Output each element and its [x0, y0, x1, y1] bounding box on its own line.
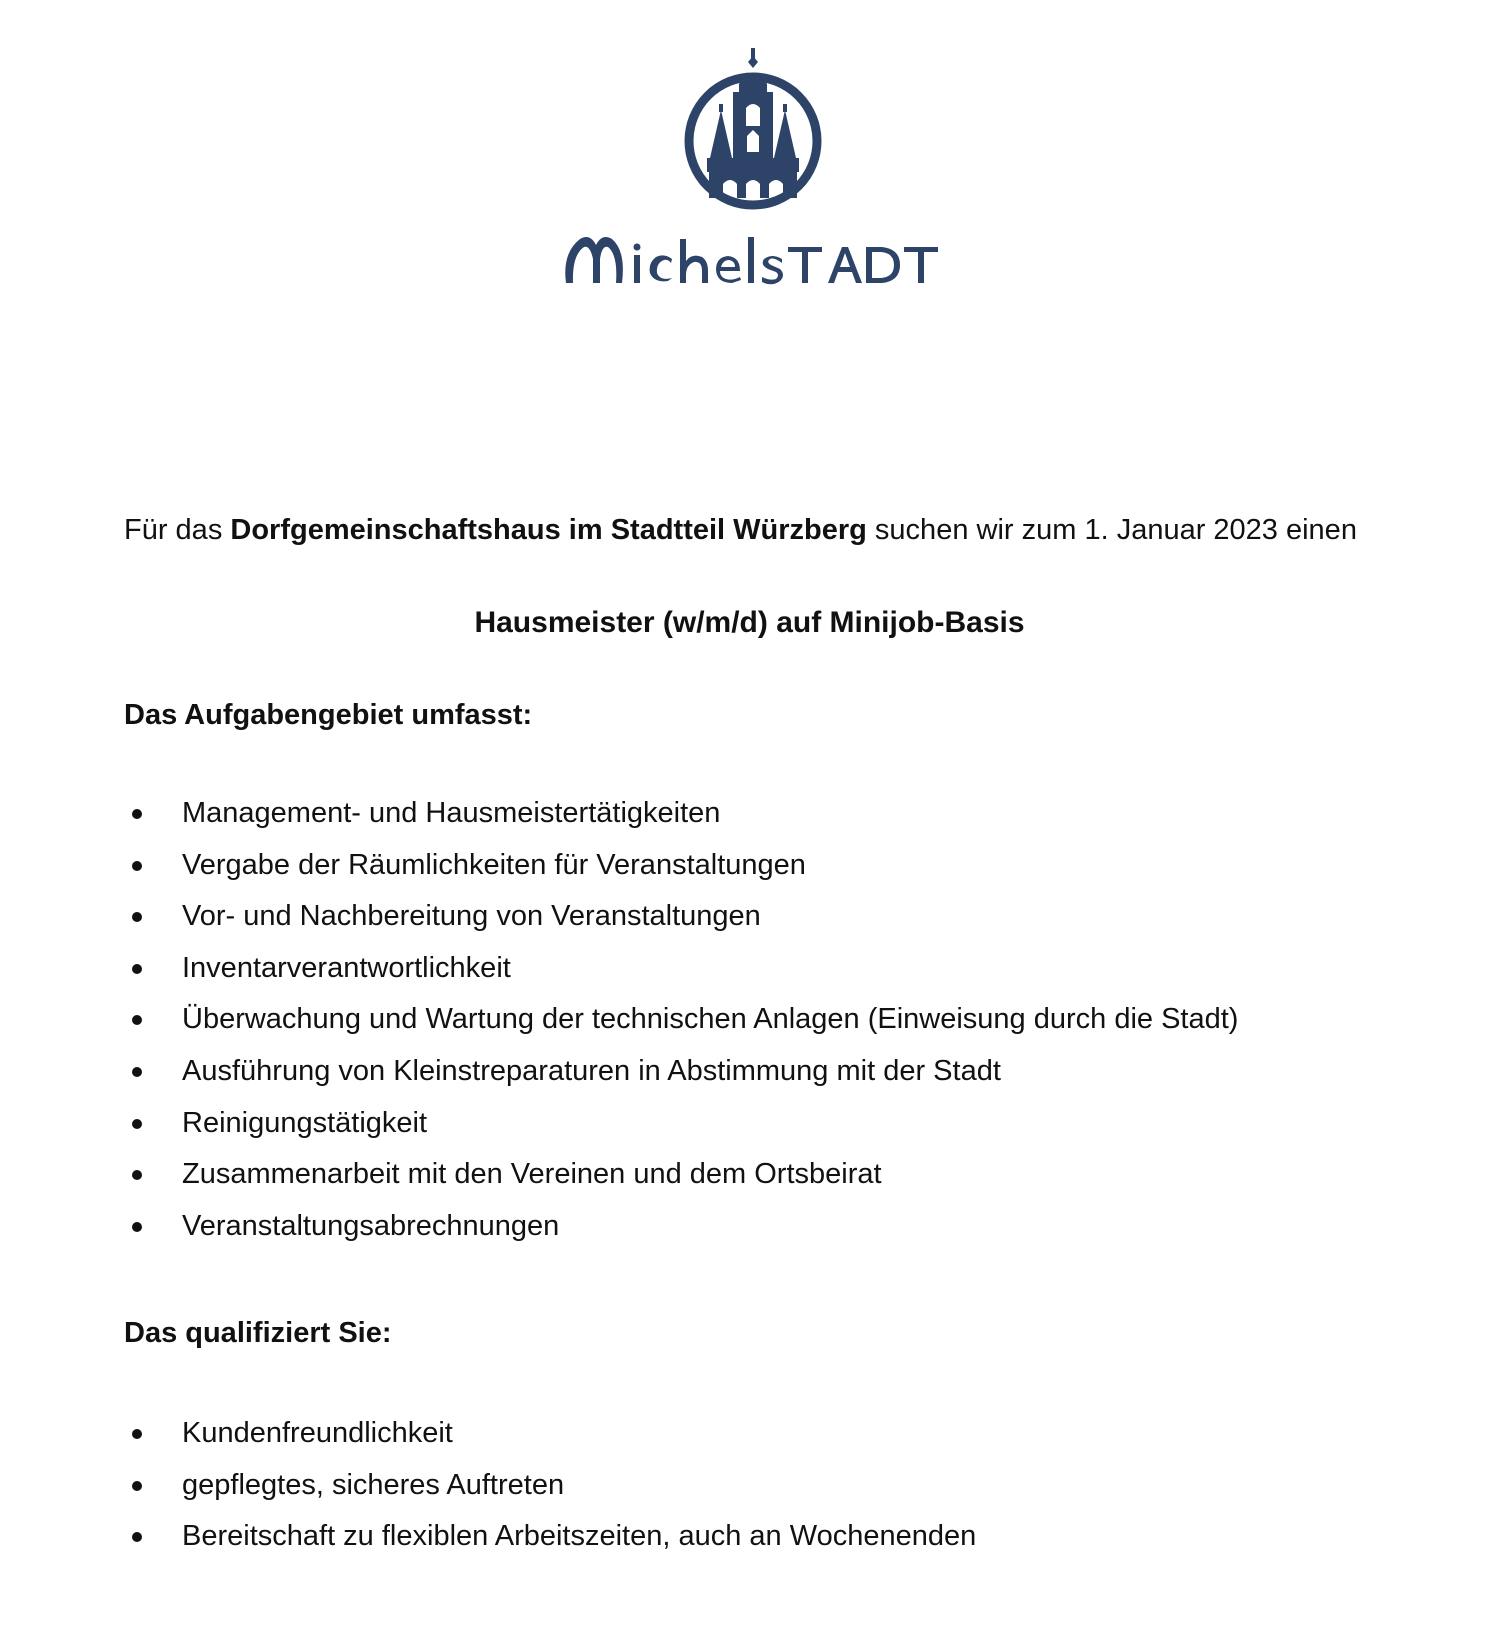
list-item-text: Ausführung von Kleinstreparaturen in Abstimmung mit der Stadt	[182, 1054, 1001, 1087]
job-title: Hausmeister (w/m/d) auf Minijob-Basis	[474, 606, 1025, 639]
qualifications-heading: Das qualifiziert Sie:	[124, 1317, 392, 1349]
list-item-text: Kundenfreundlichkeit	[182, 1417, 453, 1449]
list-item-text: Vor- und Nachbereitung von Veranstaltungen	[182, 900, 761, 933]
bullet-icon	[132, 1481, 142, 1491]
list-item-text: Bereitschaft zu flexiblen Arbeitszeiten, auch an Wochenenden	[182, 1520, 977, 1553]
tasks-heading: Das Aufgabengebiet umfasst:	[124, 699, 533, 731]
bullet-icon	[132, 1015, 142, 1025]
intro-location: Dorfgemeinschaftshaus im Stadtteil Würzberg	[230, 514, 867, 546]
bullet-icon	[132, 1532, 142, 1542]
church-tower-icon	[683, 48, 823, 213]
list-item-text: Reinigungstätigkeit	[182, 1106, 428, 1139]
intro-prefix: Für das	[124, 514, 231, 546]
intro-suffix: suchen wir zum 1. Januar 2023 einen	[866, 514, 1357, 546]
list-item-text: Vergabe der Räumlichkeiten für Veranstaltungen	[182, 848, 806, 881]
list-item-text: Inventarverantwortlichkeit	[182, 951, 511, 984]
bullet-icon	[132, 912, 142, 922]
bullet-icon	[132, 1170, 142, 1180]
intro-paragraph	[124, 512, 1357, 548]
bullet-icon	[132, 809, 142, 819]
michelstadt-wordmark	[560, 225, 940, 295]
list-item-text: Management- und Hausmeistertätigkeiten	[182, 797, 721, 829]
bullet-icon	[132, 1222, 142, 1232]
list-item-text: Überwachung und Wartung der technischen Anlagen (Einweisung durch die Stadt)	[182, 1003, 1239, 1036]
list-item-text: Zusammenarbeit mit den Vereinen und dem Ortsbeirat	[182, 1158, 882, 1191]
bullet-icon	[132, 964, 142, 974]
michelstadt-logo	[560, 48, 940, 288]
bullet-icon	[132, 1119, 142, 1129]
bullet-icon	[132, 1067, 142, 1077]
bullet-icon	[132, 861, 142, 871]
list-item-text: gepflegtes, sicheres Auftreten	[182, 1468, 565, 1501]
list-item-text: Veranstaltungsabrechnungen	[182, 1209, 560, 1242]
bullet-icon	[132, 1429, 142, 1439]
